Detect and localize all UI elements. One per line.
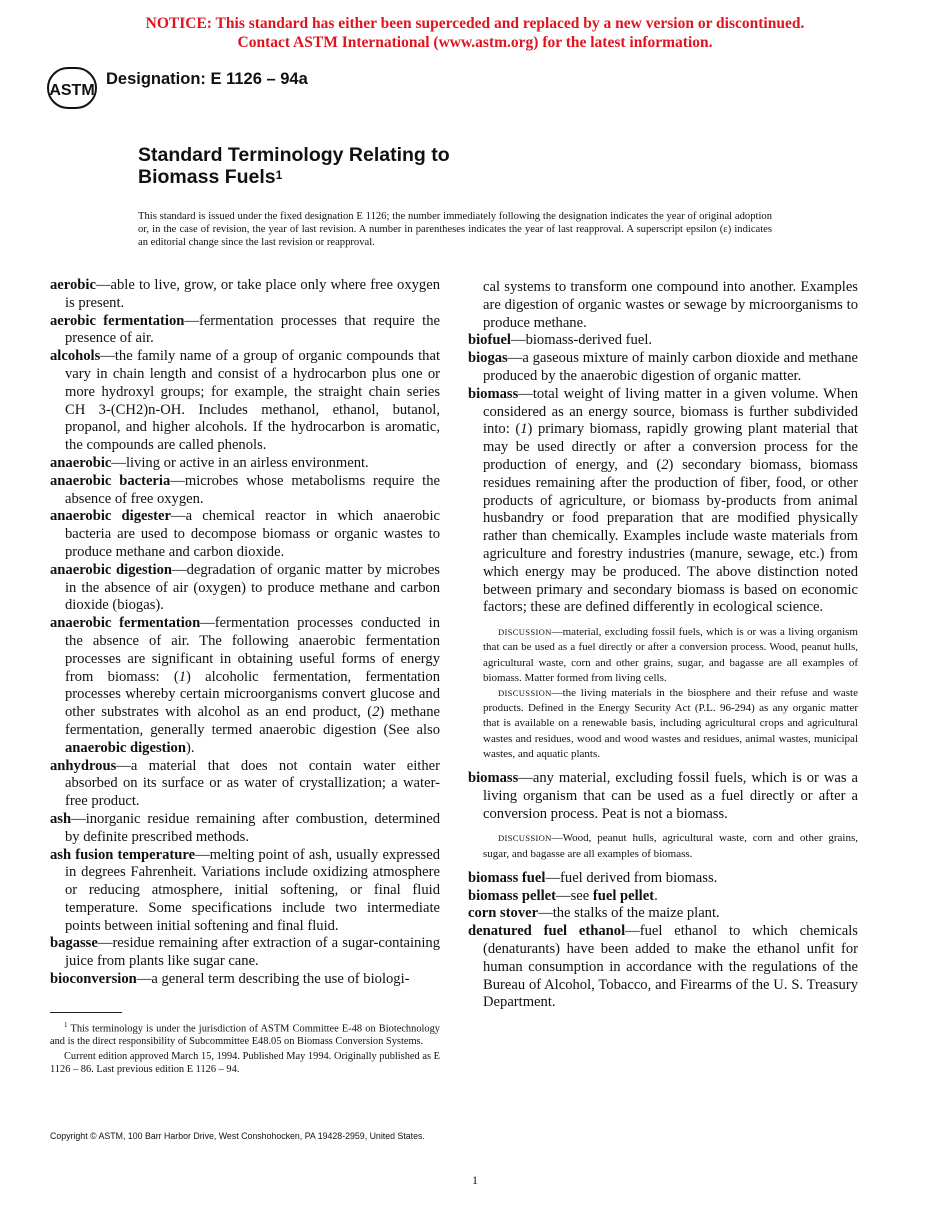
cross-reference: anaerobic digestion xyxy=(65,739,186,756)
spacer xyxy=(468,823,858,831)
definition-text: —the stalks of the maize plant. xyxy=(538,905,720,922)
discussion-label: DISCUSSION xyxy=(498,687,552,698)
definition-entry xyxy=(50,313,440,349)
definition-entry xyxy=(50,971,440,989)
definition-text: —see xyxy=(555,887,593,904)
title-footnote-mark: 1 xyxy=(275,168,283,182)
definition-entry xyxy=(468,386,858,617)
right-entries-group-2 xyxy=(468,870,858,888)
definition-text: —fermentation processes conducted in the absence of air. The following anaerobic fermentation processes are significant in obtaining useful forms of energy from biomass: ( xyxy=(65,615,441,685)
preamble: This standard is issued under the fixed designation E 1126; the number immediately following the designation indicates the year of original adoption or, in the case of revision, the year of last revision. A number in parentheses indicates the year of last reapproval. A superscript epsilon (ε) indicates an editorial change since the last revision or reapproval. xyxy=(138,211,772,249)
definition-text: —a gaseous mixture of mainly carbon dioxide and methane produced by the anaerobic digestion of organic matter. xyxy=(483,350,858,384)
term: biomass xyxy=(468,769,519,786)
page-number: 1 xyxy=(472,1173,478,1187)
footnotes xyxy=(50,1019,440,1078)
definition-text: ) primary biomass, rapidly growing plant material that may be used directly or after a conversion process for the production of energy, and ( xyxy=(483,421,858,473)
discussion-note xyxy=(468,686,858,762)
title-line-1: Standard Terminology Relating to xyxy=(138,144,450,166)
notice-line-2: Contact ASTM International (www.astm.org) for the latest information. xyxy=(237,34,713,51)
definition-entry xyxy=(468,905,858,923)
term: alcohols xyxy=(50,348,101,365)
term: biomass pellet xyxy=(468,887,556,904)
definition-text: —biomass-derived fuel. xyxy=(510,332,653,349)
discussion-note xyxy=(468,625,858,686)
definition-entry xyxy=(50,348,440,455)
definition-entry xyxy=(468,332,858,350)
term: anaerobic digester xyxy=(50,508,171,525)
definition-entry xyxy=(50,615,440,757)
definition-text: —fuel derived from biomass. xyxy=(545,869,718,886)
definition-continuation: cal systems to transform one compound into another. Examples are digestion of organic wastes or sewage by microorganisms to produce methane. xyxy=(483,279,858,331)
definition-entry xyxy=(50,277,440,313)
definition-text: —fermentation processes that require the presence of air. xyxy=(65,312,440,347)
discussion-text: —the living materials in the biosphere and their refuse and waste products. Defined in the Energy Security Act (P.L. 96-294) as any organic matter that is available on a renewable basis, including agricultural crops and agricultural wastes and residues, wood and wood wastes and residues, animal wastes, municipal wastes, and aquatic plants. xyxy=(483,686,858,760)
enum-number: 1 xyxy=(520,421,528,438)
term: anaerobic digestion xyxy=(50,561,172,578)
definition-text: —fuel ethanol to which chemicals (denaturants) have been added to make the ethanol unfit for human consumption in accordance with the regulations of the Bureau of Alcohol, Tobacco, and Firearms of the U. S. Treasury Department. xyxy=(483,923,858,1011)
footnote-2: Current edition approved March 15, 1994. Published May 1994. Originally published as E 1126 – 86. Last previous edition E 1126 – 94. xyxy=(50,1051,440,1076)
cross-reference: fuel pellet xyxy=(592,887,655,904)
definition-entry xyxy=(50,758,440,811)
definition-text: —melting point of ash, usually expressed in degrees Fahrenheit. Variations include oxidizing atmosphere or reducing atmosphere, initial softening, or final fluid temperature. Some specifications include two intermediate points between initial softening and final fluid. xyxy=(65,846,440,934)
definition-text: —the family name of a group of organic compounds that vary in chain length and consist of a hydrocarbon plus one or more hydroxyl groups; for example, the straight chain series CH 3-(CH2)n-OH. Includes methanol, ethanol, butanol, propanol, and higher alcohols. If the hydrocarbon is aromatic, the compounds are called phenols. xyxy=(65,348,440,454)
spacer xyxy=(468,617,858,625)
logo-text: ASTM xyxy=(49,82,95,99)
left-entries-group-2 xyxy=(50,758,440,989)
term: biofuel xyxy=(468,332,511,349)
term: corn stover xyxy=(468,905,539,922)
discussion-note xyxy=(468,831,858,861)
title-line-2 xyxy=(138,166,450,188)
definition-entry xyxy=(468,888,858,906)
definition-text: —residue remaining after extraction of a sugar-containing juice from plants like sugar cane. xyxy=(65,935,440,970)
notice-line-1: NOTICE: This standard has either been superceded and replaced by a new version or discontinued. xyxy=(145,15,805,32)
definition-entry xyxy=(468,923,858,1012)
term: bioconversion xyxy=(50,971,137,988)
definition-text: —a chemical reactor in which anaerobic bacteria are used to decompose biomass or organic wastes to produce methane and carbon dioxide. xyxy=(65,508,441,560)
definition-text: ) secondary biomass, biomass residues remaining after the production of fiber, food, or other products of agriculture, or biomass by-products from animal husbandry or food preparation that are modified physically rather than chemically. Examples include waste materials from agriculture and forestry industries (manure, sewage, etc.) from which energy may be produced. The above distinction noted between primary and secondary biomass is based on economic factors; these are defined differently in ecological science. xyxy=(483,456,858,616)
term: biogas xyxy=(468,350,508,367)
definition-text: —total weight of living matter in a given volume. When considered as an energy source, biomass is further subdivided into: ( xyxy=(483,385,858,438)
left-entries-group-1 xyxy=(50,277,440,615)
definition-entry xyxy=(50,508,440,561)
right-entries-group-3 xyxy=(468,905,858,1012)
term: bagasse xyxy=(50,935,98,952)
left-column xyxy=(50,277,440,989)
term: anaerobic bacteria xyxy=(50,472,171,489)
title-line-2-text: Biomass Fuels xyxy=(138,166,276,188)
term: biomass fuel xyxy=(468,869,546,886)
enum-number: 2 xyxy=(661,456,669,473)
definition-text: —able to live, grow, or take place only where free oxygen is present. xyxy=(65,277,440,311)
designation: Designation: E 1126 – 94a xyxy=(106,70,308,88)
definition-text: —living or active in an airless environment. xyxy=(111,454,369,471)
definition-text: —a material that does not contain water either absorbed on its surface or as water of crystallization; a water-free product. xyxy=(65,757,440,810)
definition-text: —degradation of organic matter by microbes in the absence of air (oxygen) to produce methane and carbon dioxide (biogas). xyxy=(65,561,440,614)
footnote-divider xyxy=(50,1012,122,1013)
enum-number: 1 xyxy=(178,668,186,685)
term: anaerobic fermentation xyxy=(50,615,201,632)
term: aerobic xyxy=(50,277,96,293)
copyright: Copyright © ASTM, 100 Barr Harbor Drive, West Conshohocken, PA 19428-2959, United States. xyxy=(50,1131,425,1141)
definition-text: —microbes whose metabolisms require the absence of free oxygen. xyxy=(65,472,440,507)
discussion-label: DISCUSSION xyxy=(498,833,552,844)
spacer xyxy=(468,862,858,870)
discussion-text: —Wood, peanut hulls, agricultural waste, corn and other grains, sugar, and bagasse are all examples of biomass. xyxy=(483,832,858,860)
definition-entry xyxy=(50,935,440,971)
footnote-text: This terminology is under the jurisdiction of ASTM Committee E-48 on Biotechnology and is the direct responsibility of Subcommittee E48.05 on Biomass Conversion Systems. xyxy=(50,1023,440,1048)
definition-text: —any material, excluding fossil fuels, which is or was a living organism that can be used as a fuel directly or after a conversion process. Peat is not a biomass. xyxy=(483,769,858,822)
enum-number: 2 xyxy=(372,704,380,721)
right-column xyxy=(468,279,858,1012)
term: anhydrous xyxy=(50,757,117,774)
discussion-text: —material, excluding fossil fuels, which is or was a living organism that can be used as a fuel directly or after a conversion process. Wood, peanut hulls, agricultural waste, corn and other grains, sugar, and bagasse are all examples of biomass. Matter formed from living cells. xyxy=(483,626,858,684)
definition-entry xyxy=(50,847,440,936)
definition-text: —a general term describing the use of biologi- xyxy=(136,971,410,988)
footnote-1 xyxy=(50,1019,440,1048)
spacer xyxy=(468,762,858,770)
term: ash fusion temperature xyxy=(50,846,196,863)
definition-entry xyxy=(50,473,440,509)
definition-entry xyxy=(468,870,858,888)
definition-text: ). xyxy=(185,739,195,756)
definition-entry xyxy=(468,350,858,386)
term: anaerobic xyxy=(50,454,112,471)
term: biomass xyxy=(468,385,519,402)
definition-text: —inorganic residue remaining after combustion, determined by definite prescribed methods. xyxy=(65,810,440,845)
definition-entry xyxy=(50,455,440,473)
discussion-label: DISCUSSION xyxy=(498,627,552,638)
definition-entry xyxy=(50,562,440,615)
definition-text: . xyxy=(654,887,658,904)
notice-banner xyxy=(0,14,950,52)
right-entries-group-1 xyxy=(468,332,858,385)
definition-entry xyxy=(468,770,858,823)
definition-text: ) alcoholic fermentation, fermentation processes whereby certain microorganisms convert glucose and other substrates with alcohol as an end product, ( xyxy=(65,668,440,721)
term: denatured fuel ethanol xyxy=(468,923,626,940)
definition-text: ) methane fermentation, generally termed anaerobic digestion (See also xyxy=(65,704,441,738)
term: aerobic fermentation xyxy=(50,312,185,329)
definition-entry xyxy=(50,811,440,847)
page-title xyxy=(138,144,450,188)
astm-logo-icon xyxy=(47,66,97,110)
term: ash xyxy=(50,810,72,827)
footnote-mark: 1 xyxy=(64,1021,68,1029)
